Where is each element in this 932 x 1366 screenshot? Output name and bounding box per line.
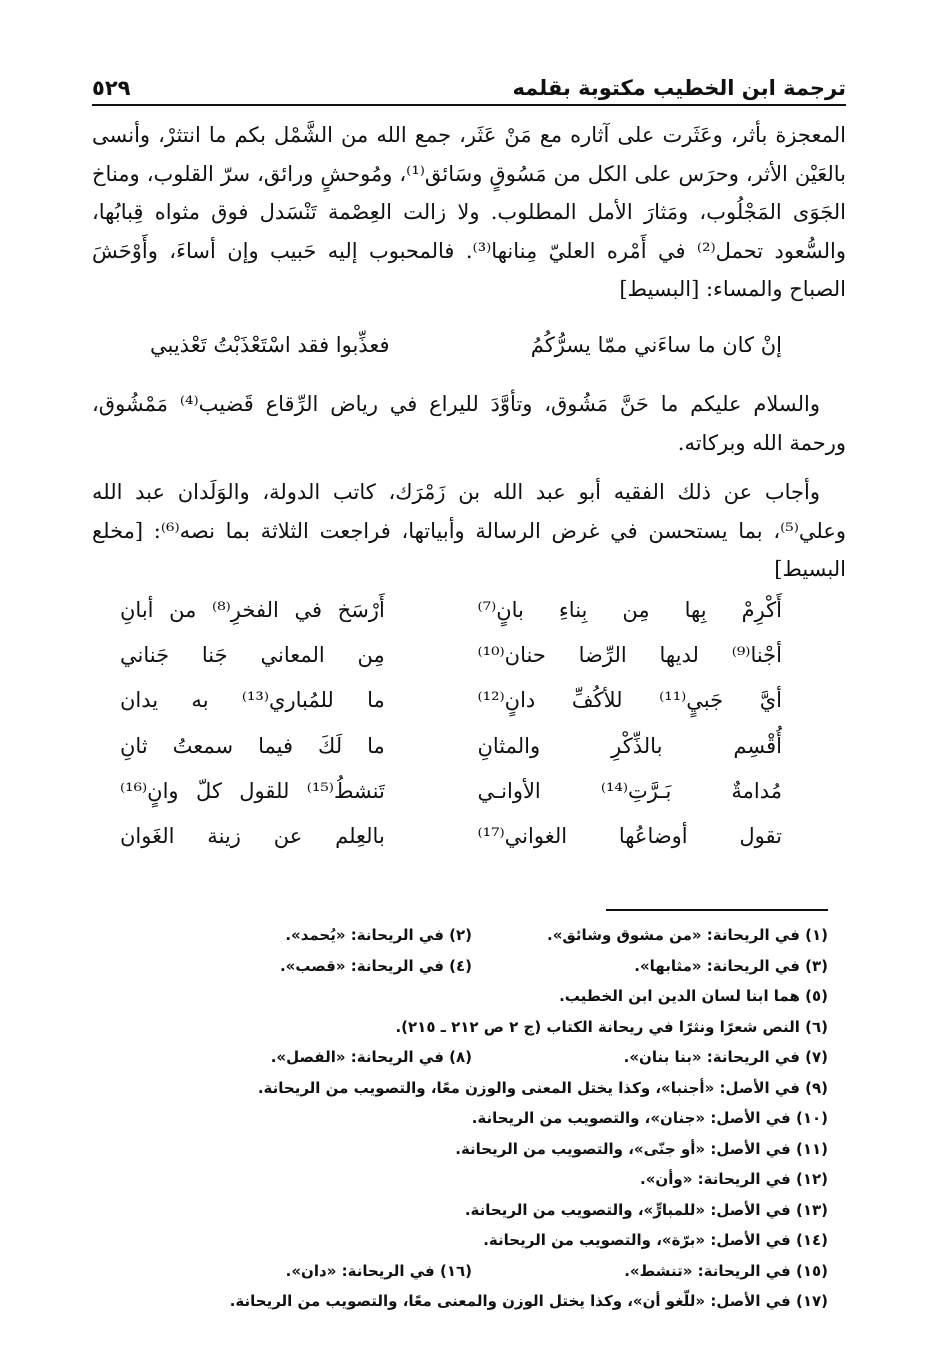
footnote-row [92, 981, 828, 1012]
paragraph-1: المعجزة بأثر، وعَثَرت على آثاره مع مَنْ عَثَر، جمع الله من الشَّمْل بكم ما انتثرْ، وأنسى بالعَيْن الأثر، وحرَس على الكل من مَسُوقٍ وسَائق⁽¹⁾، ومُوحشٍ ورائق، سرّ القلوب، ومناخ الجَوَى المَجْلُوب، ومَثارَ الأمل المطلوب. ولا زالت العِصْمة تَنْسَدل فوق مثواه قِبابُها، والسُّعود تحمل⁽²⁾ في أَمْره العليّ مِنانها⁽³⁾. فالمحبوب إليه حَبيب وإن أساءَ، وأَوْحَشَ الصباح والمساء: [البسيط] [92, 123, 847, 301]
poem-first-hemistich: أَكْرِمْ بِها مِن بِناءِ بانٍ⁽⁷⁾ [477, 598, 782, 622]
poem [120, 588, 782, 859]
footnote-separator [606, 909, 828, 911]
poem-line [120, 588, 782, 633]
footnote-row [92, 1042, 828, 1073]
footnote-row [92, 1134, 828, 1165]
poem-second-hemistich: ما للمُباري⁽¹³⁾ به يدان [120, 688, 385, 713]
footnotes [92, 920, 828, 1317]
verse-basit [150, 325, 782, 365]
poem-second-hemistich: تَنشطُ⁽¹⁵⁾ للقول كلّ وانٍ⁽¹⁶⁾ [120, 778, 385, 803]
paragraph-3: وأجاب عن ذلك الفقيه أبو عبد الله بن زَمْرَك، كاتب الدولة، والوَلَدان عبد الله وعلي⁽⁵⁾، بما يستحسن في غرض الرسالة وأبياتها، فراجعت الثلاثة بما نصه⁽⁶⁾: [مخلع البسيط] [92, 480, 846, 581]
footnote: (٢) في الريحانة: «يُحمد». [285, 926, 472, 944]
poem-second-hemistich: أَرْسَخ في الفخرِ⁽⁸⁾ من أبانِ [120, 598, 385, 622]
poem-first-hemistich: تقول أوضاعُها الغواني⁽¹⁷⁾ [477, 823, 782, 848]
footnote: (٦) النص شعرًا ونثرًا في ريحانة الكتاب (ج ٢ ص ٢١٢ ـ ٢١٥). [395, 1017, 828, 1036]
footnote: (١٧) في الأصل: «للّغو أن»، وكذا يختل الوزن والمعنى معًا، والتصويب من الريحانة. [229, 1292, 828, 1310]
running-title: ترجمة ابن الخطيب مكتوبة بقلمه [512, 76, 846, 100]
page-header [92, 62, 846, 106]
poem-first-hemistich: أيَّ جَبيٍ⁽¹¹⁾ للأكُفِّ دانٍ⁽¹²⁾ [477, 688, 782, 713]
footnote-row [92, 1195, 828, 1226]
footnote-row [92, 1225, 828, 1256]
footnote: (٣) في الريحانة: «مثابها». [634, 956, 828, 975]
poem-second-hemistich: ما لَكَ فيما سمعتُ ثانِ [120, 733, 385, 758]
footnote: (١) في الريحانة: «من مشوق وشائق». [547, 926, 828, 944]
footnote: (١٤) في الأصل: «برّة»، والتصويب من الريحانة. [483, 1231, 828, 1249]
footnote-row [92, 1012, 828, 1043]
footnote: (٥) هما ابنا لسان الدين ابن الخطيب. [559, 987, 828, 1005]
footnote-row [92, 1103, 828, 1134]
footnote: (٤) في الريحانة: «قصب». [279, 956, 472, 975]
poem-second-hemistich: مِن المعاني جَنا جَناني [120, 643, 385, 668]
footnote: (١٥) في الريحانة: «تنشط». [624, 1261, 828, 1280]
footnote-row [92, 920, 828, 951]
poem-line [120, 814, 782, 859]
verse-first-hemistich: إنْ كان ما ساءَني ممّا يسرُّكُمُ [530, 333, 782, 357]
page-number: ٥٢٩ [92, 76, 131, 100]
poem-line [120, 769, 782, 814]
paragraph-2: والسلام عليكم ما حَنَّ مَشُوق، وتأوَّدَ لليراع في رياض الرِّقاع قَضيب⁽⁴⁾ مَمْشُوق، ورحمة الله وبركاته. [92, 392, 846, 455]
footnote: (٩) في الأصل: «أجنبا»، وكذا يختل المعنى والوزن معًا، والتصويب من الريحانة. [257, 1078, 828, 1097]
footnote-row [92, 951, 828, 982]
poem-line [120, 678, 782, 723]
footnote-row [92, 1256, 828, 1287]
footnote: (١٢) في الريحانة: «وأن». [640, 1170, 828, 1188]
poem-first-hemistich: أجْنا⁽⁹⁾ لديها الرِّضا حنان⁽¹⁰⁾ [477, 643, 782, 668]
footnote: (١٦) في الريحانة: «دان». [285, 1261, 472, 1280]
poem-first-hemistich: مُدامةٌ بَـرَّتِ⁽¹⁴⁾ الأوانـي [477, 778, 782, 803]
verse-second-hemistich: فعذِّبوا فقد اسْتَعْذَبْتُ تَعْذيبي [150, 333, 390, 357]
footnote: (١٠) في الأصل: «جنان»، والتصويب من الريحانة. [471, 1109, 828, 1127]
footnote: (٧) في الريحانة: «بنا بنان». [623, 1048, 828, 1066]
footnote: (٨) في الريحانة: «الفصل». [270, 1048, 472, 1066]
poem-first-hemistich: أُقْسِم بالذِّكْرِ والمثانِ [477, 733, 782, 758]
footnote-row [92, 1164, 828, 1195]
footnote-row [92, 1286, 828, 1317]
poem-second-hemistich: بالعِلم عن زينة الغَوان [120, 823, 385, 848]
footnote: (١١) في الأصل: «أو جنّى»، والتصويب من الريحانة. [455, 1139, 828, 1158]
poem-line [120, 724, 782, 769]
footnote-row [92, 1073, 828, 1104]
poem-line [120, 633, 782, 678]
footnote: (١٣) في الأصل: «للمبارٍّ»، والتصويب من الريحانة. [464, 1200, 828, 1219]
